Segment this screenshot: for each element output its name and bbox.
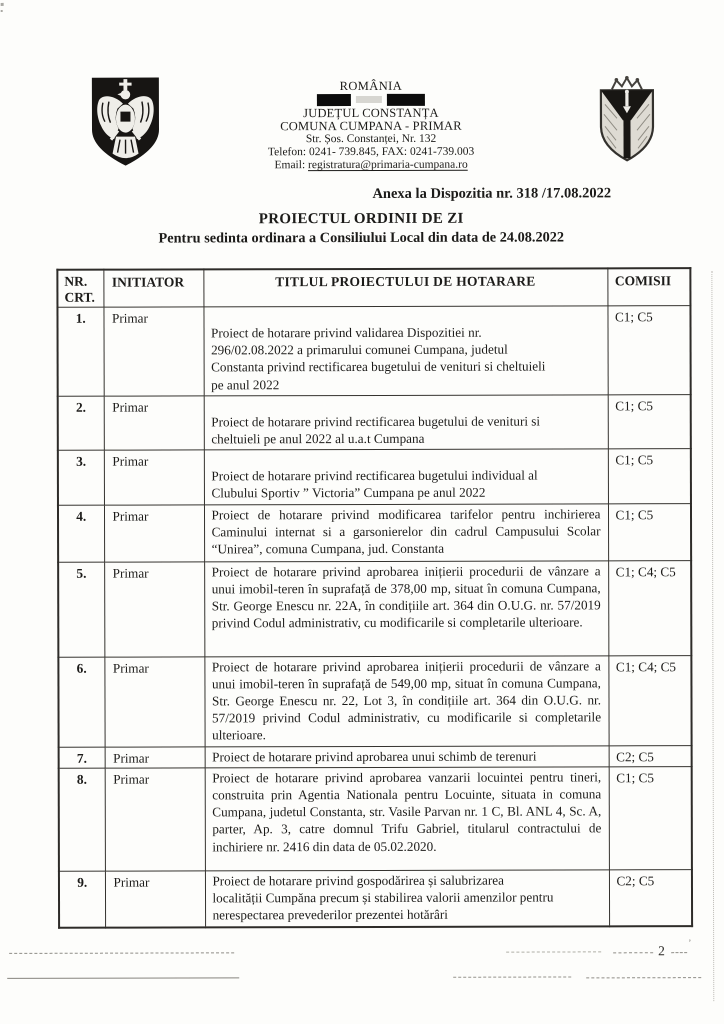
initiator-cell: Primar xyxy=(104,450,204,505)
committees-cell: C1; C4; C5 xyxy=(608,655,691,745)
scan-line-fragment xyxy=(453,976,571,977)
row-number-cell: 4. xyxy=(58,505,104,562)
scan-line-fragment xyxy=(506,951,601,952)
page-number: 2 xyxy=(658,943,665,959)
cumpana-commune-shield-icon xyxy=(595,74,659,164)
project-title-cell: Proiect de hotarare privind modificarea tarifelor pentru inchirierea Caminului internat si a garsonierelor din cadrul Campusului Scolar “Unirea”, comuna Cumpana, jud. Constanta xyxy=(204,503,608,561)
committees-cell: C1; C5 xyxy=(608,394,691,449)
initiator-cell: Primar xyxy=(103,307,203,396)
agenda-row xyxy=(59,869,692,928)
row-number-cell: 2. xyxy=(58,396,104,451)
initiator-cell: Primar xyxy=(104,396,204,451)
agenda-row xyxy=(58,449,691,505)
row-number-cell: 3. xyxy=(58,450,104,505)
project-title-cell: Proiect de hotarare privind aprobarea unui schimb de terenuri xyxy=(205,745,609,767)
agenda-row xyxy=(58,503,691,562)
project-title-cell: Proiect de hotarare privind validarea Dispozitiei nr. 296/02.08.2022 a primarului comunei Cumpana, judetul Constanta privind rectificarea bugetului de venituri si cheltuieli pe anul 2022 xyxy=(203,306,607,396)
scan-speck xyxy=(1,10,3,12)
letterhead-email-line xyxy=(216,159,526,172)
agenda-row xyxy=(58,394,691,450)
row-number-cell: 5. xyxy=(58,562,104,657)
scan-line-fragment xyxy=(9,952,234,954)
letterhead-address: Str. Șos. Constanței, Nr. 132 xyxy=(305,132,437,146)
letterhead-phone-fax: Telefon: 0241- 739.845, FAX: 0241-739.003 xyxy=(267,145,475,159)
committees-cell: C1; C5 xyxy=(607,306,690,395)
agenda-row xyxy=(57,306,690,396)
agenda-table xyxy=(56,267,693,929)
project-title-cell: Proiect de hotarare privind aprobarea vanzarii locuintei pentru tineri, construita prin Agentia Nationala pentru Locuinte, situata in comuna Cumpana, judetul Constanta, str. Vasile Parvan nr. 1 C, Bl. ANL 4, Sc. A, parter, Ap. 3, catre domnul Trifu Gabriel, titularul contractului de inchiriere nr. 2416 din data de 05.02.2020. xyxy=(205,767,609,871)
project-title-cell: Proiect de hotarare privind aprobarea inițierii procedurii de vânzare a unui imobil-teren în suprafață de 549,00 mp, situat în comuna Cumpana, Str. George Enescu nr. 22, Lot 3, în condițiile art. 364 din O.U.G. nr. 57/2019 privind Codul administrativ, cu modificarile si completarile ulterioare. xyxy=(204,655,608,746)
annex-line: Anexa la Dispozitia nr. 318 /17.08.2022 xyxy=(372,185,612,202)
committees-cell: C1; C5 xyxy=(608,503,691,560)
scan-speck xyxy=(1,3,4,6)
letterhead-county: JUDEȚUL CONSTANȚA xyxy=(303,105,439,121)
row-number-cell: 9. xyxy=(59,871,105,928)
redaction-bars xyxy=(216,93,526,107)
committees-cell: C1; C5 xyxy=(609,766,692,869)
scan-line-fragment xyxy=(671,952,687,953)
row-number-cell: 1. xyxy=(57,307,103,396)
initiator-cell: Primar xyxy=(104,505,204,562)
row-number-cell: 8. xyxy=(59,768,105,871)
committees-cell: C2; C5 xyxy=(609,745,692,766)
committees-cell: C1; C4; C5 xyxy=(608,560,691,655)
agenda-row xyxy=(59,766,692,871)
letterhead-institution: COMUNA CUMPANA - PRIMAR xyxy=(280,118,462,134)
agenda-row xyxy=(58,560,691,657)
scan-line-fragment xyxy=(586,977,701,978)
agenda-row xyxy=(58,655,691,747)
header-nr-crt: NR. CRT. xyxy=(57,270,103,308)
document-subtitle: Pentru sedinta ordinara a Consiliului Local din data de 24.08.2022 xyxy=(158,229,565,247)
document-title: PROIECTUL ORDINII DE ZI xyxy=(258,210,464,228)
committees-cell: C1; C5 xyxy=(608,449,691,504)
email-label: Email: xyxy=(274,159,309,172)
header-initiator: INITIATOR xyxy=(103,269,203,307)
scan-speck: ’ xyxy=(688,938,692,950)
initiator-cell: Primar xyxy=(105,768,205,871)
project-title-cell: Proiect de hotarare privind rectificarea bugetului individual al Clubului Sportiv ” Victoria” Cumpana pe anul 2022 xyxy=(204,449,608,504)
header-project-title: TITLUL PROIECTULUI DE HOTARARE xyxy=(203,268,607,307)
letterhead xyxy=(216,80,526,172)
redaction-bar xyxy=(317,94,351,106)
initiator-cell: Primar xyxy=(105,747,205,768)
project-title-cell: Proiect de hotarare privind rectificarea bugetului de venituri si cheltuieli pe anul 2022 al u.a.t Cumpana xyxy=(204,395,608,450)
letterhead-country: ROMÂNIA xyxy=(339,78,403,94)
table-header-row xyxy=(57,268,690,307)
project-title-cell: Proiect de hotarare privind aprobarea inițierii procedurii de vânzare a unui imobil-teren în suprafață de 378,00 mp, situat în comuna Cumpana, Str. George Enescu nr. 22A, în condițiile art. 364 din O.U.G. nr. 57/2019 privind Codul administrativ, cu modificarile si completarile ulterioare. xyxy=(204,560,608,656)
initiator-cell: Primar xyxy=(105,871,205,928)
romania-coat-of-arms-icon xyxy=(87,73,164,170)
initiator-cell: Primar xyxy=(104,562,204,657)
scan-line-fragment xyxy=(7,977,239,979)
initiator-cell: Primar xyxy=(104,657,204,747)
row-number-cell: 6. xyxy=(58,657,104,747)
agenda-row xyxy=(59,745,692,768)
committees-cell: C2; C5 xyxy=(609,869,692,926)
email-address: registratura@primaria-cumpana.ro xyxy=(307,158,468,172)
row-number-cell: 7. xyxy=(59,747,105,768)
redaction-bar xyxy=(387,93,425,105)
project-title-cell: Proiect de hotarare privind gospodărirea și salubrizarea localității Cumpăna precum și stabilirea valorii amenzilor pentru nerespectarea prevederilor prezentei hotărâri xyxy=(205,870,609,928)
redaction-smudge xyxy=(356,96,382,103)
scan-edge-artifact xyxy=(711,271,714,1001)
header-committees: COMISII xyxy=(607,268,690,306)
scan-line-fragment xyxy=(613,952,653,953)
